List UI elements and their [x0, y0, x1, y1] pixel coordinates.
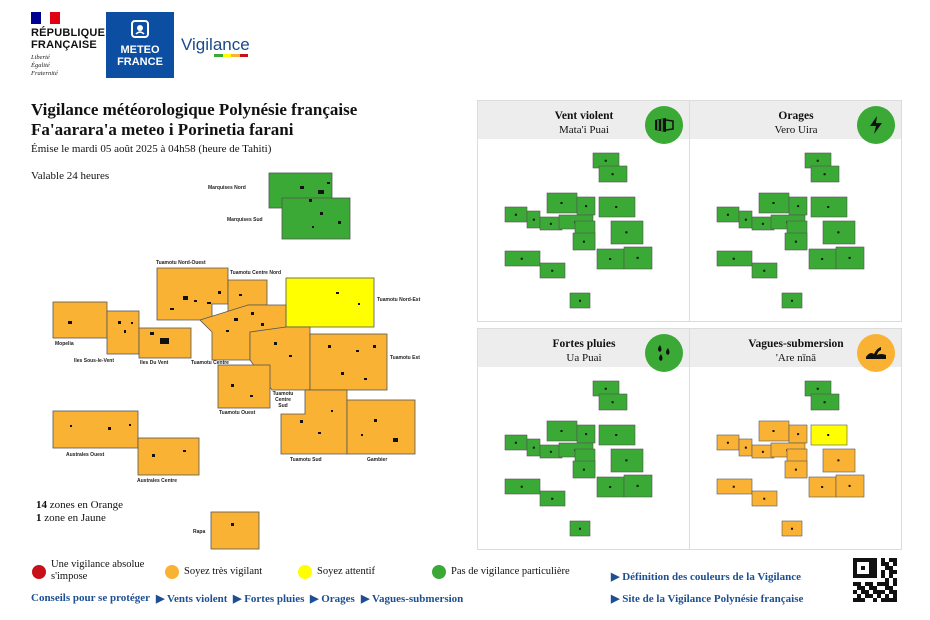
mini-atoll: [605, 160, 607, 162]
mini-atoll: [849, 485, 851, 487]
link-vagues[interactable]: ▶ Vagues-submersion: [361, 593, 464, 605]
mini-atoll: [727, 214, 729, 216]
mini-atoll: [817, 160, 819, 162]
mini-atoll: [579, 528, 581, 530]
rf-motto-2: Égalité: [31, 62, 50, 69]
validity: Valable 24 heures: [31, 170, 110, 182]
mini-atoll: [609, 258, 611, 260]
label-iles-du-vent: Iles Du Vent: [140, 360, 169, 366]
mini-atoll: [637, 485, 639, 487]
rf-line1: RÉPUBLIQUE: [31, 27, 106, 39]
mini-atoll: [533, 447, 535, 449]
rf-line2: FRANÇAISE: [31, 39, 97, 51]
panel-title: Fortes pluies: [552, 338, 616, 350]
label-marquises-nord: Marquises Nord: [208, 185, 246, 191]
mini-atoll: [837, 231, 839, 233]
mini-atoll: [817, 388, 819, 390]
link-pluies[interactable]: ▶ Fortes pluies: [233, 593, 305, 605]
mini-atoll: [745, 447, 747, 449]
label-marquises-sud: Marquises Sud: [227, 217, 263, 223]
mini-atoll: [615, 434, 617, 436]
rf-motto-3: Fraternité: [31, 70, 58, 77]
legend-orange-text: Soyez très vigilant: [184, 566, 263, 577]
mini-atoll: [533, 219, 535, 221]
mini-atoll: [824, 173, 826, 175]
mini-atoll: [824, 401, 826, 403]
mini-atoll: [551, 498, 553, 500]
panel-subtitle: Ua Puai: [566, 352, 602, 364]
mini-atoll: [773, 430, 775, 432]
label-australes-ouest: Australes Ouest: [66, 452, 105, 458]
label-mopelia: Mopelia: [55, 341, 74, 347]
mini-atoll: [773, 202, 775, 204]
link-conseils[interactable]: Conseils pour se protéger: [31, 592, 151, 604]
link-site[interactable]: ▶ Site de la Vigilance Polynésie française: [611, 593, 804, 605]
mini-atoll: [733, 258, 735, 260]
mini-atoll: [551, 270, 553, 272]
mini-map-vent-violent: [505, 153, 652, 308]
mini-atoll: [763, 498, 765, 500]
mini-atoll: [837, 459, 839, 461]
label-australes-centre: Australes Centre: [137, 478, 178, 484]
mini-atoll: [561, 202, 563, 204]
label-tuamotu-nord-ouest: Tuamotu Nord-Ouest: [156, 260, 206, 266]
page-title: Vigilance météorologique Polynésie française: [31, 100, 358, 119]
mini-atoll: [791, 528, 793, 530]
mini-atoll: [637, 257, 639, 259]
mini-atoll: [612, 173, 614, 175]
mini-atoll: [612, 401, 614, 403]
mini-atoll: [521, 258, 523, 260]
legend-dot-red: [32, 565, 46, 579]
mini-atoll: [585, 433, 587, 435]
link-orages[interactable]: ▶ Orages: [310, 593, 355, 605]
legend-yellow-text: Soyez attentif: [317, 566, 376, 577]
mini-atoll: [583, 469, 585, 471]
label-tuamotu-centre-sud: Tuamotu Centre Sud: [272, 391, 294, 409]
mini-atoll: [827, 206, 829, 208]
mini-atoll: [797, 433, 799, 435]
mini-atoll: [605, 388, 607, 390]
legend-green-text: Pas de vigilance particulière: [451, 566, 570, 577]
legend-dot-green: [432, 565, 446, 579]
mini-atoll: [521, 486, 523, 488]
mini-atoll: [762, 451, 764, 453]
mini-atoll: [625, 231, 627, 233]
mini-atoll: [585, 205, 587, 207]
mini-atoll: [550, 223, 552, 225]
mini-atoll: [745, 219, 747, 221]
legend-red-text: Une vigilance absolue s'impose: [51, 559, 145, 582]
panel-title: Vent violent: [554, 110, 614, 122]
label-tuamotu-est: Tuamotu Est: [390, 355, 420, 361]
link-vents[interactable]: ▶ Vents violent: [156, 593, 228, 605]
mini-map-orages: [717, 153, 864, 308]
mini-atoll: [849, 257, 851, 259]
mini-map-fortes-pluies: [505, 381, 652, 536]
mini-atoll: [609, 486, 611, 488]
label-tuamotu-centre: Tuamotu Centre: [191, 360, 229, 366]
summary-orange: 14 zones en Orange: [36, 499, 124, 511]
label-tuamotu-ouest: Tuamotu Ouest: [219, 410, 256, 416]
mini-atoll: [795, 241, 797, 243]
panel-subtitle: Mata'i Puai: [559, 124, 609, 136]
summary-yellow: 1 zone en Jaune: [36, 512, 106, 524]
panel-title: Orages: [778, 110, 814, 122]
panel-subtitle: 'Are nīnā: [775, 352, 817, 364]
label-tuamotu-centre-nord: Tuamotu Centre Nord: [230, 270, 282, 276]
mf-line1: METEO: [120, 44, 160, 56]
mini-atoll: [579, 300, 581, 302]
mini-atoll: [733, 486, 735, 488]
qr-module: [893, 598, 897, 602]
mf-line2: FRANCE: [117, 56, 163, 68]
issue-date: Émise le mardi 05 août 2025 à 04h58 (heure de Tahiti): [31, 143, 272, 155]
qr-code[interactable]: [853, 558, 897, 602]
label-tuamotu-sud: Tuamotu Sud: [290, 457, 322, 463]
panel-title: Vagues-submersion: [748, 338, 844, 350]
label-iles-sous-le-vent: Iles Sous-le-Vent: [74, 358, 115, 364]
legend-dot-orange: [165, 565, 179, 579]
label-rapa: Rapa: [193, 529, 206, 535]
mini-atoll: [727, 442, 729, 444]
rf-motto-1: Liberté: [31, 54, 50, 61]
mini-atoll: [583, 241, 585, 243]
vigilance-logo-text: Vigilance: [181, 35, 250, 54]
mini-atoll: [821, 486, 823, 488]
mini-atoll: [515, 442, 517, 444]
label-tuamotu-nord-est: Tuamotu Nord-Est: [377, 297, 421, 303]
mini-atoll: [821, 258, 823, 260]
mini-atoll: [550, 451, 552, 453]
mini-map-vagues-submersion: [717, 381, 864, 536]
mini-atoll: [762, 223, 764, 225]
mini-atoll: [515, 214, 517, 216]
mini-atoll: [827, 434, 829, 436]
mini-atoll: [615, 206, 617, 208]
legend-dot-yellow: [298, 565, 312, 579]
panel-subtitle: Vero Uira: [774, 124, 818, 136]
mini-atoll: [763, 270, 765, 272]
mini-atoll: [625, 459, 627, 461]
page-title-tahitian: Fa'aarara'a meteo i Porinetia farani: [31, 120, 294, 139]
mini-atoll: [795, 469, 797, 471]
label-gambier: Gambier: [367, 457, 388, 463]
mini-atoll: [561, 430, 563, 432]
mini-atoll: [797, 205, 799, 207]
link-definition[interactable]: ▶ Définition des couleurs de la Vigilance: [611, 571, 801, 583]
mini-atoll: [791, 300, 793, 302]
